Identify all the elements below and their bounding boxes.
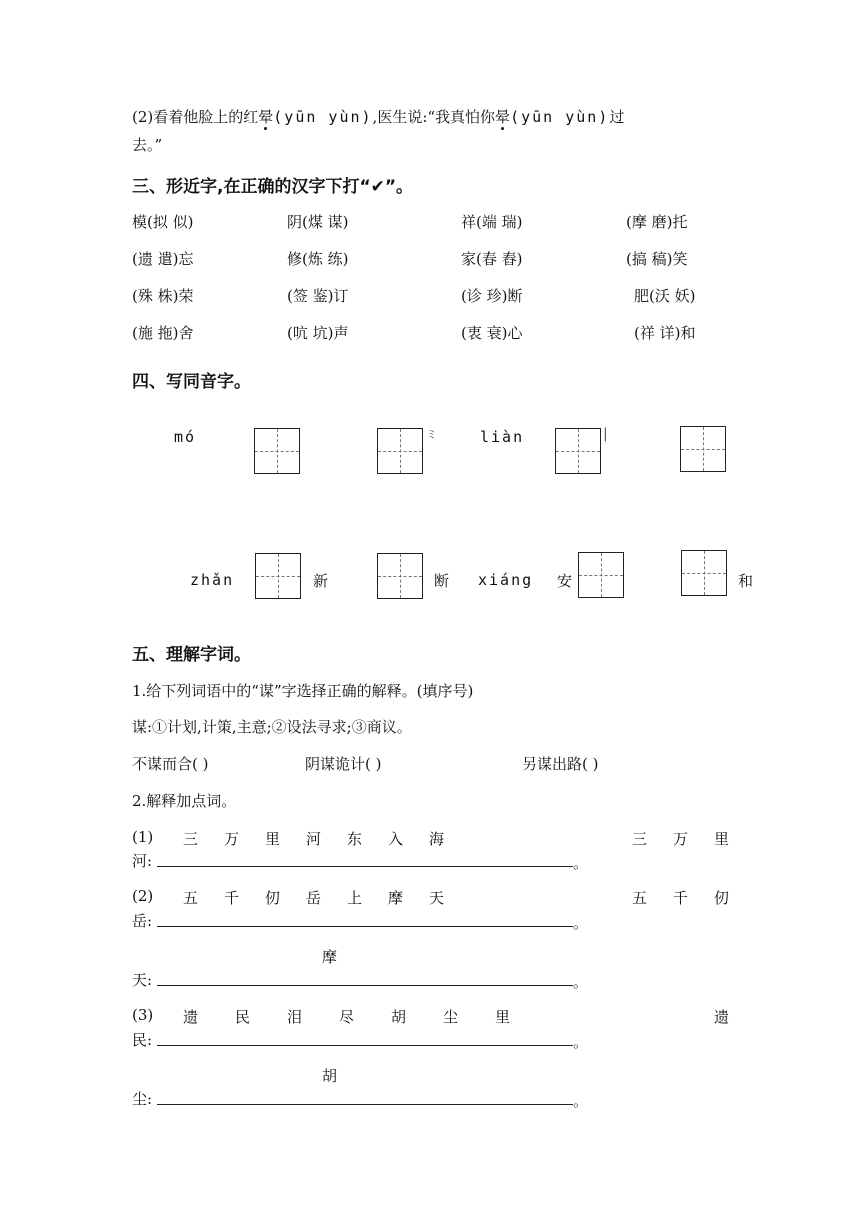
answer-line[interactable] (157, 1045, 573, 1046)
period: 。 (573, 973, 589, 991)
poem-char: 尘 (443, 1008, 459, 1026)
answer-line[interactable] (157, 926, 573, 927)
explain-label: 岳: (132, 912, 153, 930)
writing-grid-box[interactable] (377, 428, 423, 474)
question-1: 1.给下列词语中的“谋”字选择正确的解释。(填序号) (132, 682, 474, 700)
item-number: (3) (132, 1006, 154, 1024)
similar-item: (祥 详)和 (634, 324, 696, 342)
poem-char: 遗 (714, 1008, 730, 1026)
dotted-char: 晕 (258, 108, 274, 126)
similar-item: (殊 株)荣 (132, 287, 194, 305)
glyph-fragment: | (603, 426, 608, 442)
explain-label: 天: (132, 971, 153, 989)
poem-char: 东 (347, 830, 363, 848)
similar-item: (搞 稿)笑 (626, 250, 688, 268)
poem-char: 遗 (183, 1008, 199, 1026)
item-number: (2) (132, 887, 154, 905)
explain-label: 尘: (132, 1090, 153, 1108)
pinyin-choice: (yūn yùn) (273, 108, 373, 126)
poem-char: 三 (183, 830, 199, 848)
poem-char: 天 (429, 889, 445, 907)
poem-char: 摩 (322, 948, 338, 966)
q2-continuation: 去。” (132, 136, 163, 154)
writing-grid-box[interactable] (680, 426, 726, 472)
pinyin-label: xiáng (478, 571, 534, 589)
section3-title: 三、形近字,在正确的汉字下打“✔”。 (132, 177, 414, 197)
poem-char: 摩 (388, 889, 404, 907)
poem-char: 胡 (391, 1008, 407, 1026)
similar-item: 模(拟 似) (132, 213, 194, 231)
definition-list: 谋:①计划,计策,主意;②设法寻求;③商议。 (132, 718, 412, 736)
poem-char: 里 (265, 830, 281, 848)
poem-char: 民 (235, 1008, 251, 1026)
word-char: 断 (434, 572, 450, 590)
poem-char: 里 (495, 1008, 511, 1026)
poem-char: 上 (347, 889, 363, 907)
answer-item: 阴谋诡计( ) (305, 755, 382, 773)
writing-grid-box[interactable] (255, 553, 301, 599)
similar-item: 修(炼 练) (287, 250, 349, 268)
pinyin-label: mó (174, 428, 197, 446)
similar-item: (遗 遣)忘 (132, 250, 194, 268)
similar-item: 肥(沃 妖) (634, 287, 696, 305)
word-char: 和 (738, 572, 754, 590)
period: 。 (573, 854, 589, 872)
poem-char: 尽 (339, 1008, 355, 1026)
question-2-line (132, 106, 624, 127)
q2-middle: ,医生说:“我真怕你 (372, 108, 496, 126)
writing-grid-box[interactable] (681, 550, 727, 596)
similar-item: 阴(煤 谋) (287, 213, 349, 231)
poem-char: 仞 (714, 889, 730, 907)
poem-char: 河 (306, 830, 322, 848)
writing-grid-box[interactable] (377, 553, 423, 599)
period: 。 (573, 1092, 589, 1110)
poem-char: 入 (388, 830, 404, 848)
pinyin-label: zhǎn (190, 571, 235, 589)
word-char: 安 (557, 572, 573, 590)
glyph-fragment: ミ (426, 428, 437, 441)
section4-title: 四、写同音字。 (132, 372, 251, 392)
writing-grid-box[interactable] (578, 552, 624, 598)
poem-char: 岳 (306, 889, 322, 907)
poem-char: 五 (183, 889, 199, 907)
section5-title: 五、理解字词。 (132, 645, 251, 665)
answer-line[interactable] (157, 866, 573, 867)
answer-line[interactable] (157, 985, 573, 986)
poem-char: 三 (632, 830, 648, 848)
q2-prefix: (2)看着他脸上的红 (132, 108, 259, 126)
q2-suffix: 过 (609, 108, 625, 126)
answer-line[interactable] (157, 1104, 573, 1105)
period: 。 (573, 1033, 589, 1051)
answer-item: 另谋出路( ) (522, 755, 599, 773)
similar-item: (摩 磨)托 (626, 213, 688, 231)
writing-grid-box[interactable] (555, 428, 601, 474)
answer-item: 不谋而合( ) (132, 755, 209, 773)
pinyin-label: liàn (480, 428, 525, 446)
period: 。 (573, 914, 589, 932)
question-2: 2.解释加点词。 (132, 792, 237, 810)
similar-item: (签 鉴)订 (287, 287, 349, 305)
poem-char: 五 (632, 889, 648, 907)
poem-char: 万 (224, 830, 240, 848)
dotted-char: 晕 (495, 108, 511, 126)
poem-char: 海 (429, 830, 445, 848)
poem-char: 千 (224, 889, 240, 907)
pinyin-choice: (yūn yùn) (510, 108, 610, 126)
similar-item: (吭 坑)声 (287, 324, 349, 342)
similar-item: (诊 珍)断 (461, 287, 523, 305)
poem-char: 仞 (265, 889, 281, 907)
similar-item: 祥(端 瑞) (461, 213, 523, 231)
explain-label: 河: (132, 852, 153, 870)
similar-item: 家(春 舂) (461, 250, 523, 268)
similar-item: (施 拖)舍 (132, 324, 194, 342)
item-number: (1) (132, 828, 154, 846)
poem-char: 胡 (322, 1067, 338, 1085)
poem-char: 千 (673, 889, 689, 907)
similar-item: (衷 衰)心 (461, 324, 523, 342)
explain-label: 民: (132, 1031, 153, 1049)
poem-char: 万 (673, 830, 689, 848)
writing-grid-box[interactable] (254, 428, 300, 474)
poem-char: 泪 (287, 1008, 303, 1026)
poem-char: 里 (714, 830, 730, 848)
word-char: 新 (313, 572, 329, 590)
